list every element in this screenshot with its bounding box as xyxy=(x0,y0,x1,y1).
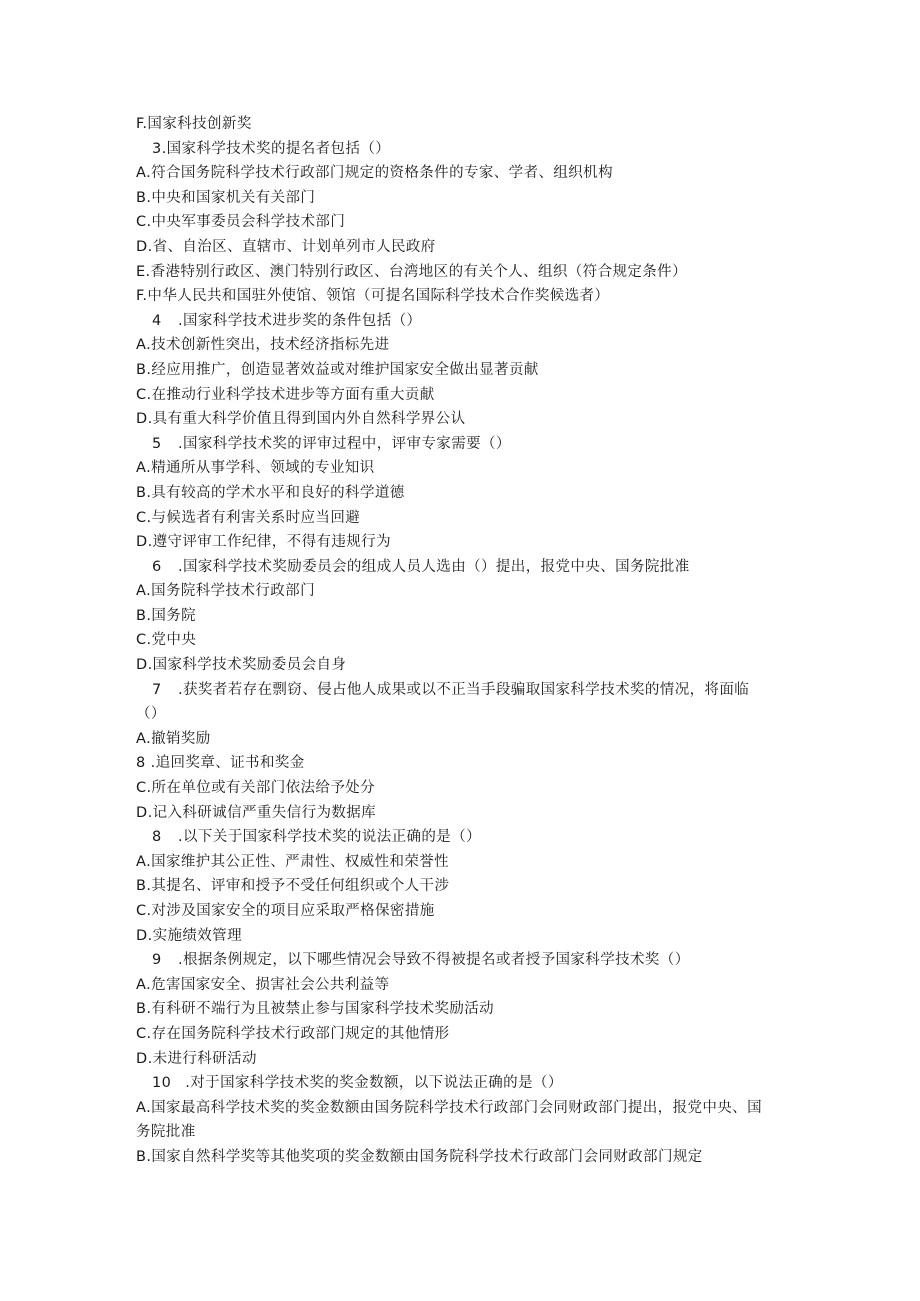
option-line: D.国家科学技术奖励委员会自身 xyxy=(136,657,347,674)
question-line xyxy=(136,555,796,580)
question-line xyxy=(136,1071,796,1096)
option-line: E.香港特别行政区、澳门特别行政区、台湾地区的有关个人、组织（符合规定条件） xyxy=(136,263,687,280)
option-line: C.对涉及国家安全的项目应采取严格保密措施 xyxy=(136,903,435,919)
option-line: A.精通所从事学科、领域的专业知识 xyxy=(136,460,375,477)
option-line: B.有科研不端行为且被禁止参与国家科学技术奖励活动 xyxy=(136,1001,495,1018)
question-text: .国家科学技术奖的评审过程中，评审专家需要（） xyxy=(178,435,511,452)
question-line xyxy=(136,137,796,162)
question-text: .根据条例规定，以下哪些情况会导致不得被提名或者授予国家科学技术奖（） xyxy=(178,952,690,969)
option-line: A.撤销奖励 xyxy=(136,730,211,747)
option-line: A.符合国务院科学技术行政部门规定的资格条件的专家、学者、组织机构 xyxy=(136,165,613,182)
question-number: 10 xyxy=(152,1075,172,1092)
question-number: 5 xyxy=(152,435,162,452)
question-number: 3. xyxy=(152,140,167,157)
option-line: D.实施绩效管理 xyxy=(136,927,242,944)
question-number: 6 xyxy=(152,558,162,575)
question-text: .以下关于国家科学技术奖的说法正确的是（） xyxy=(178,829,482,846)
option-line: C.中央军事委员会科学技术部门 xyxy=(136,214,346,231)
option-line: 8 .追回奖章、证书和奖金 xyxy=(136,755,305,772)
question-number: 8 xyxy=(152,829,162,846)
option-line: A.国务院科学技术行政部门 xyxy=(136,583,315,600)
question-number: 7 xyxy=(152,681,162,698)
question-number: 4 xyxy=(152,312,162,329)
question-line xyxy=(136,948,796,973)
option-line: C.在推动行业科学技术进步等方面有重大贡献 xyxy=(136,386,435,403)
question-text: 国家科学技术奖的提名者包括（） xyxy=(166,140,391,157)
option-line: B.其提名、评审和授予不受任何组织或个人干涉 xyxy=(136,878,450,895)
option-line: B.中央和国家机关有关部门 xyxy=(136,189,316,206)
question-line xyxy=(136,825,796,850)
question-continuation: （） xyxy=(136,706,166,723)
question-line xyxy=(136,678,796,703)
document-body xyxy=(136,112,796,1170)
option-line: D.记入科研诚信严重失信行为数据库 xyxy=(136,804,377,821)
question-line xyxy=(136,432,796,457)
option-line: C.所在单位或有关部门依法给予处分 xyxy=(136,780,376,797)
option-line: C.存在国务院科学技术行政部门规定的其他情形 xyxy=(136,1025,450,1042)
question-text: .获奖者若存在剽窃、侵占他人成果或以不正当手段骗取国家科学技术奖的情况，将面临 xyxy=(178,681,750,698)
option-line: A.技术创新性突出，技术经济指标先进 xyxy=(136,337,390,354)
option-line: C.党中央 xyxy=(136,632,197,649)
option-line: C.与候选者有利害关系时应当回避 xyxy=(136,509,361,526)
option-line: B.国家自然科学奖等其他奖项的奖金数额由国务院科学技术行政部门会同财政部门规定 xyxy=(136,1148,703,1165)
option-line: B.具有较高的学术水平和良好的科学道德 xyxy=(136,484,405,501)
option-line: B.经应用推广，创造显著效益或对维护国家安全做出显著贡献 xyxy=(136,361,539,378)
question-text: .对于国家科学技术奖的奖金数额，以下说法正确的是（） xyxy=(185,1075,563,1092)
question-line xyxy=(136,309,796,334)
option-line: D.遵守评审工作纪律，不得有违规行为 xyxy=(136,534,391,551)
option-line: D.省、自治区、直辖市、计划单列市人民政府 xyxy=(136,238,436,255)
option-line: D.未进行科研活动 xyxy=(136,1050,257,1067)
option-line: B.国务院 xyxy=(136,607,197,624)
question-text: .国家科学技术奖励委员会的组成人员人选由（）提出，报党中央、国务院批准 xyxy=(178,558,690,575)
option-line: A.危害国家安全、损害社会公共利益等 xyxy=(136,976,390,993)
option-line: F.国家科技创新奖 xyxy=(136,116,252,132)
option-line: 务院批准 xyxy=(136,1124,196,1141)
question-text: .国家科学技术进步奖的条件包括（） xyxy=(178,312,422,329)
option-line: A.国家最高科学技术奖的奖金数额由国务院科学技术行政部门会同财政部门提出，报党中央、国 xyxy=(136,1099,762,1116)
option-line: F.中华人民共和国驻外使馆、领馆（可提名国际科学技术合作奖候选者） xyxy=(136,288,610,305)
option-line: A.国家维护其公正性、严肃性、权威性和荣誉性 xyxy=(136,853,450,870)
option-line: D.具有重大科学价值且得到国内外自然科学界公认 xyxy=(136,411,466,428)
question-number: 9 xyxy=(152,952,162,969)
